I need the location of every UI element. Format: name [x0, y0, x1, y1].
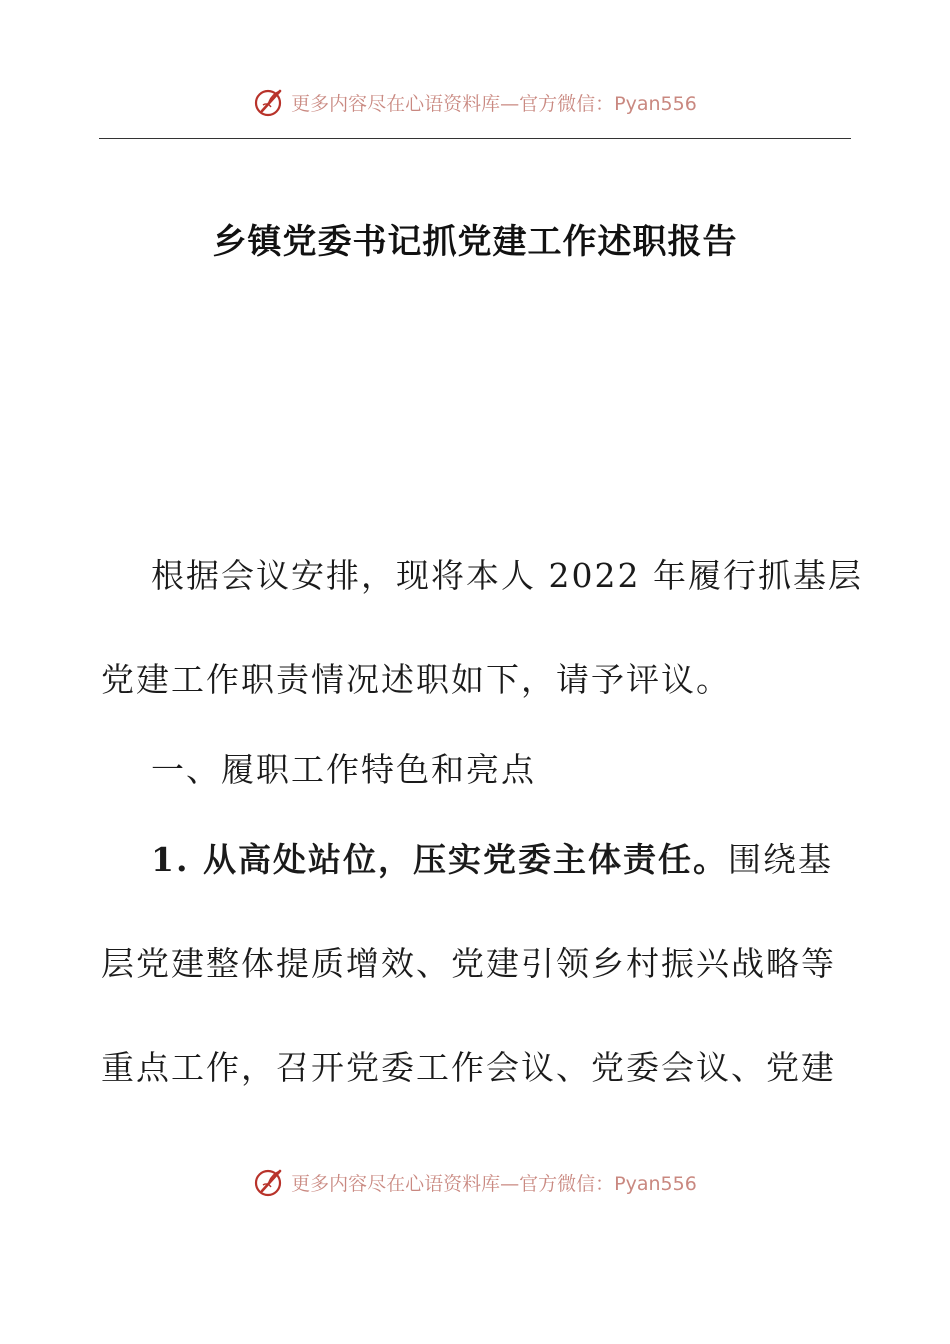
paragraph-line: 层党建整体提质增效、党建引领乡村振兴战略等	[101, 944, 836, 983]
header-divider	[99, 138, 851, 139]
quill-pen-logo-icon	[253, 85, 287, 119]
paragraph-line: 重点工作，召开党委工作会议、党委会议、党建	[101, 1048, 836, 1087]
item-lead-bold: 1. 从高处站位，压实党委主体责任。	[151, 840, 728, 879]
quill-pen-logo-icon	[253, 1165, 287, 1199]
section-heading: 一、履职工作特色和亮点	[151, 750, 536, 789]
item-lead-rest: 围绕基	[727, 840, 833, 879]
paragraph-line: 根据会议安排，现将本人 2022 年履行抓基层	[151, 556, 863, 595]
banner-text: 更多内容尽在心语资料库—官方微信：Pyan556	[291, 1172, 697, 1195]
header-banner	[0, 82, 950, 122]
paragraph-line: 党建工作职责情况述职如下，请予评议。	[101, 660, 731, 699]
footer-banner	[0, 1162, 950, 1202]
wechat-id: Pyan556	[614, 1172, 697, 1195]
document-title: 乡镇党委书记抓党建工作述职报告	[212, 222, 738, 262]
banner-text: 更多内容尽在心语资料库—官方微信：Pyan556	[291, 92, 697, 115]
wechat-id: Pyan556	[614, 92, 697, 115]
paragraph-line	[101, 810, 851, 910]
